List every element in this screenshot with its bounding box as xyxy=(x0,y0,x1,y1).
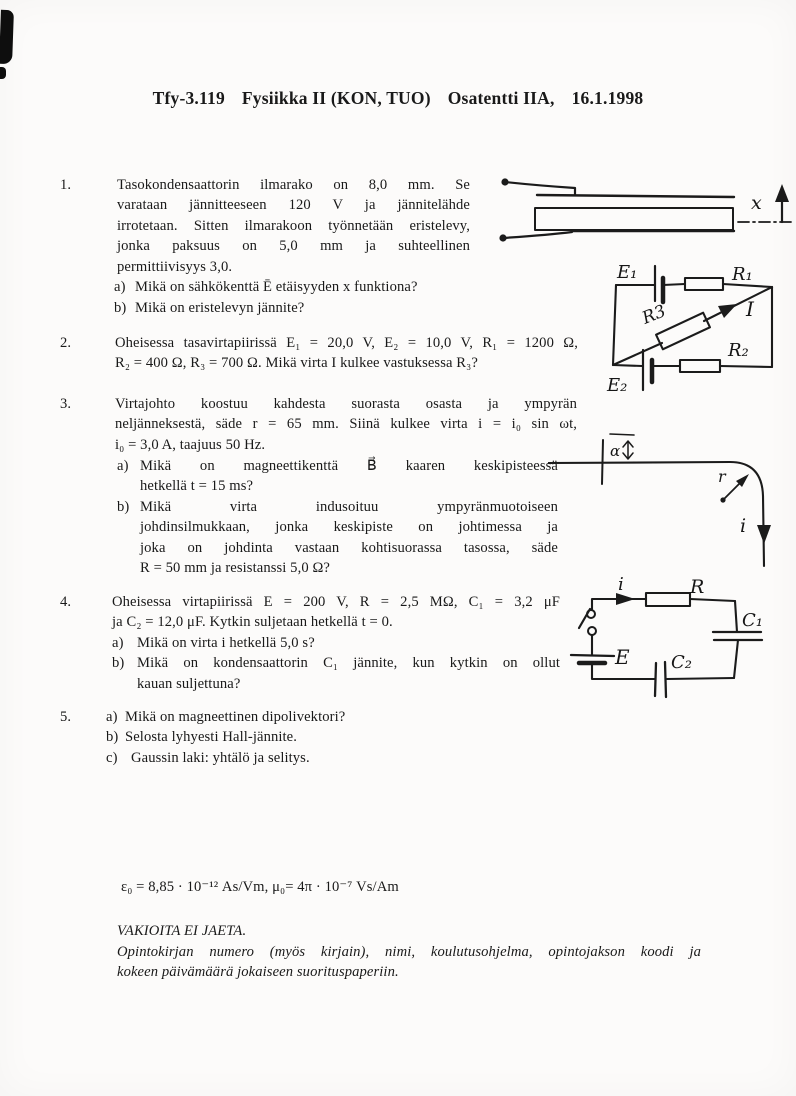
problem-text-line: Oheisessa tasavirtapiirissä E₁ = 20,0 V, E₂ = 10,0 V, R₁ = 1200 Ω, xyxy=(115,335,578,351)
bent-wire-diagram xyxy=(548,418,796,573)
switch-contact xyxy=(588,627,596,635)
label-c2: C₂ xyxy=(671,652,692,673)
label-battery-e: E xyxy=(615,645,630,669)
resistor-r xyxy=(646,593,690,606)
bottom-lead-wire xyxy=(503,232,572,238)
x-axis-label: x xyxy=(751,192,762,214)
diagonal-wire xyxy=(704,287,772,321)
bottom-wire xyxy=(667,678,734,679)
item-text-line: kauan suljettuna? xyxy=(137,676,241,692)
problem-text-line: varataan jännitteeseen 120 V ja jännitelähde xyxy=(117,197,470,213)
item-text-line: Gaussin laki: yhtälö ja selitys. xyxy=(131,750,310,766)
bottom-wire xyxy=(720,366,772,367)
item-text-line: Selosta lyhyesti Hall-jännite. xyxy=(125,729,298,745)
resistor-r2 xyxy=(680,360,720,372)
problem-text-line: Virtajohto koostuu kahdesta suorasta osasta ja ympyrän xyxy=(115,396,577,412)
title-course-code: Tfy-3.119 xyxy=(152,88,225,108)
left-wire xyxy=(613,285,616,365)
constants-line: ε₀ = 8,85 · 10⁻¹² As/Vm, μ₀= 4π · 10⁻⁷ Vs/Am xyxy=(121,879,399,895)
current-arrowhead xyxy=(757,525,771,544)
dc-circuit-diagram xyxy=(583,252,788,400)
item-text-line: Mikä on kondensaattorin C₁ jännite, kun kytkin on ollut xyxy=(137,655,560,671)
item-marker: a) xyxy=(112,635,124,651)
item-text-line: Mikä virta indusoituu ympyränmuotoiseen xyxy=(140,499,558,515)
problem-number: 1. xyxy=(60,177,72,193)
item-text-line: hetkellä t = 15 ms? xyxy=(140,478,254,494)
label-radius-r: r xyxy=(718,467,726,486)
problem-text-line: neljänneksestä, säde r = 65 mm. Siinä kulkee virta i = i₀ sin ωt, xyxy=(115,416,577,432)
label-current-i: i xyxy=(618,574,624,595)
item-text-line: Mikä on magneettinen dipolivektori? xyxy=(125,709,346,725)
top-wire xyxy=(663,284,685,285)
note-line: Opintokirjan numero (myös kirjain), nimi, koulutusohjelma, opintojakson koodi ja xyxy=(117,944,701,960)
current-arrowhead xyxy=(718,304,737,318)
problem-number: 5. xyxy=(60,709,72,725)
problem-number: 2. xyxy=(60,335,72,351)
item-text-line: Mikä on eristelevyn jännite? xyxy=(135,300,305,316)
label-c1: C₁ xyxy=(742,610,763,631)
resistor-r1 xyxy=(685,278,723,290)
label-r2: R₂ xyxy=(728,340,749,361)
problem-text-line: R₂ = 400 Ω, R₃ = 700 Ω. Mikä virta I kulkee vastuksessa R₃? xyxy=(115,355,478,371)
problem-text-line: Oheisessa virtapiirissä E = 200 V, R = 2,5 MΩ, C₁ = 3,2 μF xyxy=(112,594,560,610)
item-marker: b) xyxy=(112,655,125,671)
item-marker: b) xyxy=(114,300,127,316)
label-current-i: i xyxy=(740,515,747,537)
alpha-overbar xyxy=(610,434,634,435)
label-r1: R₁ xyxy=(732,264,753,285)
item-marker: a) xyxy=(117,458,129,474)
top-wire xyxy=(690,599,735,601)
item-text-line: R = 50 mm ja resistanssi 5,0 Ω? xyxy=(140,560,330,576)
problem-text-line: ja C₂ = 12,0 μF. Kytkin suljetaan hetkellä t = 0. xyxy=(112,614,393,630)
scan-artifact xyxy=(0,67,6,79)
label-r3: R3 xyxy=(639,301,669,329)
problem-text-line: irrotetaan. Sitten ilmarakoon työnnetään eristelevy, xyxy=(117,218,470,234)
x-axis-arrowhead xyxy=(775,184,789,202)
label-resistor-r: R xyxy=(690,576,705,598)
note-title: VAKIOITA EI JAETA. xyxy=(117,923,247,939)
item-marker: a) xyxy=(114,279,126,295)
note-line: kokeen päivämäärä jokaiseen suorituspaperiin. xyxy=(117,964,399,980)
item-text-line: joka on johdinta vastaan kohtisuorassa tasossa, säde xyxy=(140,540,558,556)
item-marker: b) xyxy=(106,729,119,745)
dielectric-slab xyxy=(535,208,733,230)
label-e1: E₁ xyxy=(617,262,638,283)
item-text-line: Mikä on sähkökenttä Ē etäisyyden x funktiona? xyxy=(135,279,418,295)
item-text-line: johdinsilmukkaan, jonka keskipiste on johtimessa ja xyxy=(140,519,558,535)
rc-circuit-diagram xyxy=(558,568,796,720)
top-lead-wire xyxy=(505,182,575,195)
title-course-name: Fysiikka II (KON, TUO) xyxy=(241,88,431,108)
item-marker: c) xyxy=(106,750,118,766)
item-marker: a) xyxy=(106,709,118,725)
right-wire xyxy=(734,640,738,678)
problem-text-line: jonka paksuus on 5,0 mm ja suhteellinen xyxy=(117,238,470,254)
label-current-i: I xyxy=(746,297,754,321)
top-plate xyxy=(537,195,734,197)
label-alpha: α xyxy=(610,442,621,460)
title-exam-date: 16.1.1998 xyxy=(571,88,644,108)
scan-artifact xyxy=(0,10,14,64)
right-wire xyxy=(735,601,737,632)
problem-number: 4. xyxy=(60,594,72,610)
problem-text-line: permittiivisyys 3,0. xyxy=(117,259,233,275)
item-text-line: Mikä on magneettikenttä B⃗ kaaren keskipisteessä xyxy=(140,458,558,474)
item-text-line: Mikä on virta i hetkellä 5,0 s? xyxy=(137,635,315,651)
problem-text-line: i₀ = 3,0 A, taajuus 50 Hz. xyxy=(115,437,266,453)
item-marker: b) xyxy=(117,499,130,515)
page-title xyxy=(0,88,796,109)
capacitor-c2-plate xyxy=(665,662,666,697)
diagonal-wire xyxy=(613,343,662,365)
title-exam-name: Osatentti IIA, xyxy=(447,88,555,108)
bottom-wire xyxy=(613,365,642,366)
problem-text-line: Tasokondensaattorin ilmarako on 8,0 mm. Se xyxy=(117,177,470,193)
label-e2: E₂ xyxy=(607,375,628,396)
problem-number: 3. xyxy=(60,396,72,412)
top-left-wire xyxy=(592,599,616,609)
switch-blade xyxy=(579,609,590,628)
wire-path xyxy=(548,462,764,566)
